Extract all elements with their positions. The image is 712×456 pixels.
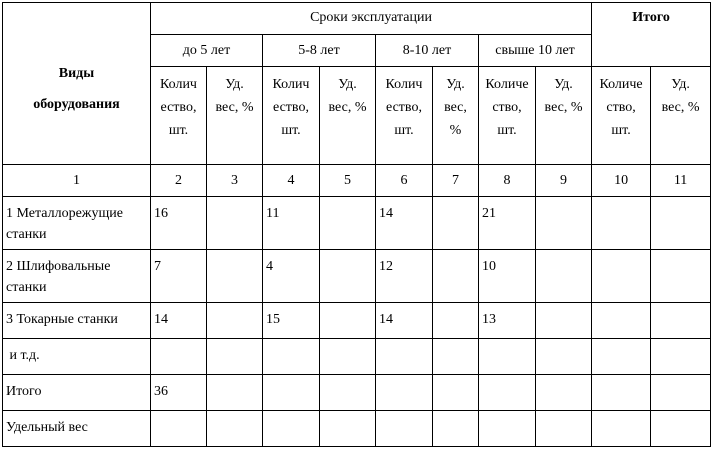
column-number: 6 bbox=[376, 165, 433, 197]
value-cell bbox=[263, 375, 320, 411]
subheader-cell: Уд. вес, % bbox=[320, 67, 376, 165]
value-cell bbox=[592, 250, 651, 303]
value-cell bbox=[536, 411, 592, 447]
value-cell: 14 bbox=[376, 303, 433, 339]
value-cell bbox=[207, 303, 263, 339]
value-cell: 12 bbox=[376, 250, 433, 303]
value-cell bbox=[651, 411, 711, 447]
value-cell bbox=[433, 303, 479, 339]
value-cell bbox=[592, 411, 651, 447]
value-cell bbox=[151, 411, 207, 447]
table-row bbox=[3, 250, 711, 303]
value-cell bbox=[376, 411, 433, 447]
value-cell bbox=[320, 197, 376, 250]
value-cell bbox=[433, 339, 479, 375]
subheader-cell: Количе ство, шт. bbox=[479, 67, 536, 165]
value-cell bbox=[479, 411, 536, 447]
subheader-cell: Уд. вес, % bbox=[207, 67, 263, 165]
subheader-cell: Уд. вес, % bbox=[433, 67, 479, 165]
value-cell bbox=[433, 197, 479, 250]
value-cell: 36 bbox=[151, 375, 207, 411]
value-cell bbox=[651, 303, 711, 339]
value-cell bbox=[536, 250, 592, 303]
column-number: 5 bbox=[320, 165, 376, 197]
value-cell bbox=[320, 411, 376, 447]
table-row bbox=[3, 197, 711, 250]
column-number: 4 bbox=[263, 165, 320, 197]
value-cell bbox=[536, 197, 592, 250]
value-cell bbox=[207, 197, 263, 250]
value-cell bbox=[263, 411, 320, 447]
value-cell bbox=[592, 375, 651, 411]
equipment-name: и т.д. bbox=[3, 339, 151, 375]
value-cell: 7 bbox=[151, 250, 207, 303]
equipment-name: Удельный вес bbox=[3, 411, 151, 447]
value-cell: 15 bbox=[263, 303, 320, 339]
equipment-type-header: Виды оборудования bbox=[3, 3, 151, 165]
period-header: 8-10 лет bbox=[376, 35, 479, 67]
value-cell bbox=[376, 339, 433, 375]
value-cell bbox=[592, 197, 651, 250]
value-cell: 10 bbox=[479, 250, 536, 303]
value-cell bbox=[433, 375, 479, 411]
subheader-cell: Количе ство, шт. bbox=[592, 67, 651, 165]
value-cell bbox=[592, 339, 651, 375]
subheader-cell: Колич ество, шт. bbox=[151, 67, 207, 165]
equipment-name: Итого bbox=[3, 375, 151, 411]
column-number: 8 bbox=[479, 165, 536, 197]
value-cell bbox=[207, 339, 263, 375]
value-cell bbox=[592, 303, 651, 339]
value-cell bbox=[479, 339, 536, 375]
period-header: до 5 лет bbox=[151, 35, 263, 67]
table-row bbox=[3, 375, 711, 411]
subheader-cell: Уд. вес, % bbox=[651, 67, 711, 165]
equipment-name: 3 Токарные станки bbox=[3, 303, 151, 339]
equipment-name: 2 Шлифовальные станки bbox=[3, 250, 151, 303]
value-cell bbox=[651, 250, 711, 303]
value-cell bbox=[536, 339, 592, 375]
value-cell bbox=[376, 375, 433, 411]
table-row bbox=[3, 411, 711, 447]
value-cell bbox=[320, 303, 376, 339]
column-number: 9 bbox=[536, 165, 592, 197]
table-row bbox=[3, 303, 711, 339]
value-cell bbox=[207, 375, 263, 411]
value-cell bbox=[651, 197, 711, 250]
value-cell bbox=[433, 411, 479, 447]
equipment-age-table bbox=[2, 2, 711, 447]
value-cell: 11 bbox=[263, 197, 320, 250]
value-cell bbox=[651, 339, 711, 375]
value-cell bbox=[651, 375, 711, 411]
total-header: Итого bbox=[592, 3, 711, 67]
value-cell: 13 bbox=[479, 303, 536, 339]
subheader-cell: Колич ество, шт. bbox=[263, 67, 320, 165]
column-number: 10 bbox=[592, 165, 651, 197]
value-cell bbox=[479, 375, 536, 411]
column-number: 2 bbox=[151, 165, 207, 197]
subheader-cell: Уд. вес, % bbox=[536, 67, 592, 165]
value-cell bbox=[536, 375, 592, 411]
value-cell bbox=[320, 339, 376, 375]
value-cell bbox=[207, 411, 263, 447]
value-cell bbox=[433, 250, 479, 303]
subheader-cell: Колич ество, шт. bbox=[376, 67, 433, 165]
period-header: 5-8 лет bbox=[263, 35, 376, 67]
value-cell bbox=[151, 339, 207, 375]
column-number: 7 bbox=[433, 165, 479, 197]
table-row bbox=[3, 339, 711, 375]
value-cell: 4 bbox=[263, 250, 320, 303]
equipment-name: 1 Металлорежущие станки bbox=[3, 197, 151, 250]
value-cell bbox=[320, 375, 376, 411]
value-cell: 16 bbox=[151, 197, 207, 250]
value-cell bbox=[263, 339, 320, 375]
value-cell: 14 bbox=[151, 303, 207, 339]
value-cell: 14 bbox=[376, 197, 433, 250]
value-cell bbox=[320, 250, 376, 303]
period-header: свыше 10 лет bbox=[479, 35, 592, 67]
value-cell bbox=[207, 250, 263, 303]
value-cell: 21 bbox=[479, 197, 536, 250]
operating-period-header: Сроки эксплуатации bbox=[151, 3, 592, 35]
value-cell bbox=[536, 303, 592, 339]
column-number: 1 bbox=[3, 165, 151, 197]
column-number: 3 bbox=[207, 165, 263, 197]
column-number: 11 bbox=[651, 165, 711, 197]
